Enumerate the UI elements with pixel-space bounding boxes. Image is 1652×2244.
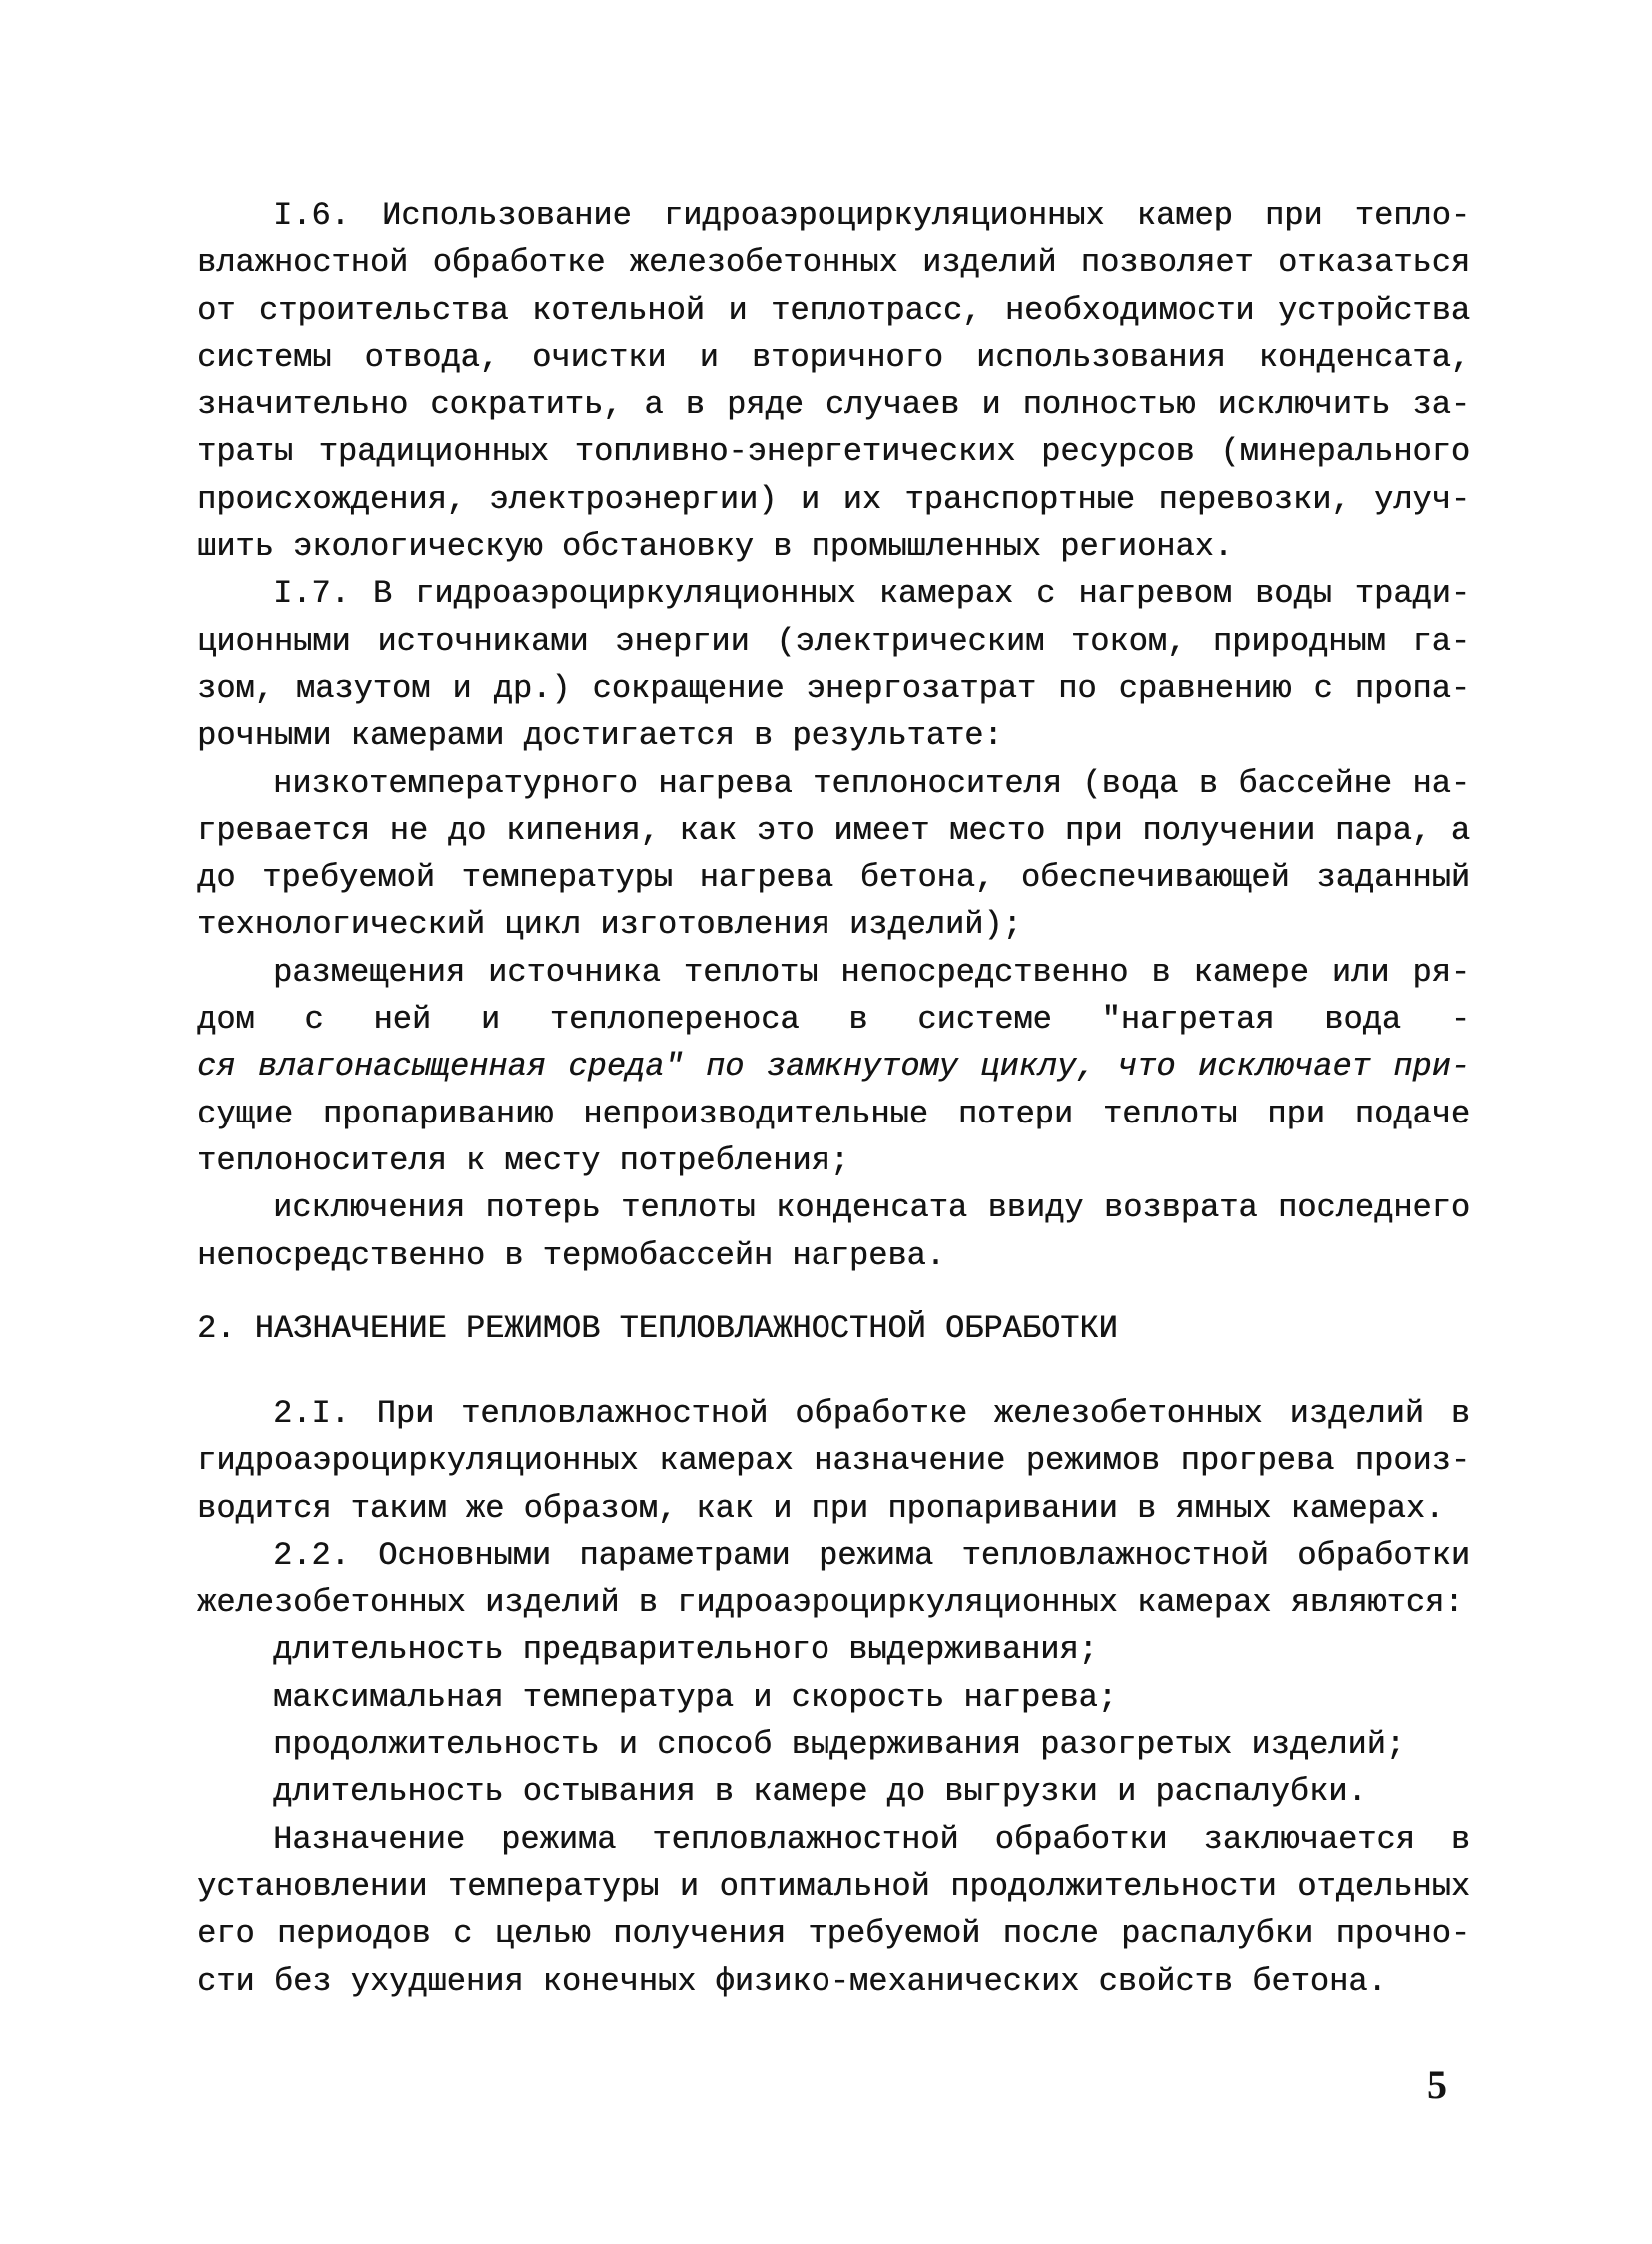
text-line: установлении температуры и оптимальной продолжительности отдельных <box>197 1867 1470 1905</box>
text-line: 2.I. При тепловлажностной обработке железобетонных изделий в <box>273 1395 1470 1432</box>
text-line: ся влагонасыщенная среда" по замкнутому циклу, что исключает при- <box>197 1048 1470 1086</box>
text-line: длительность остывания в камере до выгрузки и распалубки. <box>273 1773 1367 1811</box>
text-line: происхождения, электроэнергии) и их транспортные перевозки, улуч- <box>197 480 1470 518</box>
text-line: дом с ней и теплопереноса в системе "нагретая вода - <box>197 1001 1470 1039</box>
item-holding-duration <box>197 1721 1470 1768</box>
text-block-heading <box>197 1305 1470 1352</box>
paragraph-regime-purpose <box>197 1816 1470 2005</box>
text-line: от строительства котельной и теплотрасс, необходимости устройства <box>197 291 1470 329</box>
item-cooling-duration <box>197 1768 1470 1815</box>
text-line: зом, мазутом и др.) сокращение энергозатрат по сравнению с пропа- <box>197 669 1470 707</box>
item-low-temperature-heating <box>197 760 1470 949</box>
text-line: низкотемпературного нагрева теплоносителя (вода в бассейне на- <box>273 764 1470 802</box>
text-line: теплоносителя к месту потребления; <box>197 1141 849 1179</box>
text-line: технологический цикл изготовления изделий); <box>197 906 1022 944</box>
item-preliminary-curing <box>197 1626 1470 1673</box>
text-line: продолжительность и способ выдерживания разогретых изделий; <box>273 1726 1405 1764</box>
text-line: рочными камерами достигается в результате: <box>197 717 1003 755</box>
text-line: шить экологическую обстановку в промышленных регионах. <box>197 528 1233 566</box>
paragraph-2-2 <box>197 1532 1470 1627</box>
text-line: системы отвода, очистки и вторичного использования конденсата, <box>197 338 1470 376</box>
item-heat-source-placement <box>197 949 1470 1184</box>
heading-line: 2. НАЗНАЧЕНИЕ РЕЖИМОВ ТЕПЛОВЛАЖНОСТНОЙ ОБРАБОТКИ <box>197 1310 1118 1347</box>
text-line: траты традиционных топливно-энергетических ресурсов (минерального <box>197 433 1470 471</box>
text-line: значительно сократить, а в ряде случаев и полностью исключить за- <box>197 386 1470 424</box>
text-line: I.6. Использование гидроаэроциркуляционных камер при тепло- <box>273 197 1470 234</box>
text-line: размещения источника теплоты непосредственно в камере или ря- <box>273 953 1470 991</box>
text-line: непосредственно в термобассейн нагрева. <box>197 1236 945 1274</box>
paragraph-1-7 <box>197 570 1470 759</box>
text-line: влажностной обработке железобетонных изделий позволяет отказаться <box>197 244 1470 282</box>
section-heading-2 <box>197 1305 1470 1352</box>
text-block-section-1 <box>197 192 1470 1279</box>
paragraph-1-6 <box>197 192 1470 570</box>
text-line: до требуемой температуры нагрева бетона, обеспечивающей заданный <box>197 859 1470 897</box>
text-line: максимальная температура и скорость нагрева; <box>273 1678 1117 1716</box>
paragraph-2-1 <box>197 1390 1470 1532</box>
text-line: сущие пропариванию непроизводительные потери теплоты при подаче <box>197 1095 1470 1132</box>
text-line: гревается не до кипения, как это имеет место при получении пара, а <box>197 811 1470 849</box>
text-line: I.7. В гидроаэроциркуляционных камерах с нагревом воды тради- <box>273 575 1470 613</box>
text-line: исключения потерь теплоты конденсата ввиду возврата последнего <box>273 1189 1470 1227</box>
text-line: железобетонных изделий в гидроаэроциркуляционных камерах являются: <box>197 1584 1464 1622</box>
item-condensate-loss <box>197 1184 1470 1279</box>
text-line: сти без ухудшения конечных физико-механических свойств бетона. <box>197 1962 1387 2000</box>
text-line: Назначение режима тепловлажностной обработки заключается в <box>273 1820 1470 1858</box>
text-line: ционными источниками энергии (электрическим током, природным га- <box>197 622 1470 660</box>
text-line: длительность предварительного выдерживания; <box>273 1631 1098 1669</box>
text-line: его периодов с целью получения требуемой после распалубки прочно- <box>197 1915 1470 1953</box>
text-block-section-2 <box>197 1390 1470 2005</box>
page-number: 5 <box>1427 2062 1447 2107</box>
text-line: водится таким же образом, как и при пропаривании в ямных камерах. <box>197 1489 1445 1527</box>
item-max-temperature <box>197 1674 1470 1721</box>
text-line: 2.2. Основными параметрами режима тепловлажностной обработки <box>273 1536 1470 1574</box>
text-line: гидроаэроциркуляционных камерах назначение режимов прогрева произ- <box>197 1442 1470 1480</box>
